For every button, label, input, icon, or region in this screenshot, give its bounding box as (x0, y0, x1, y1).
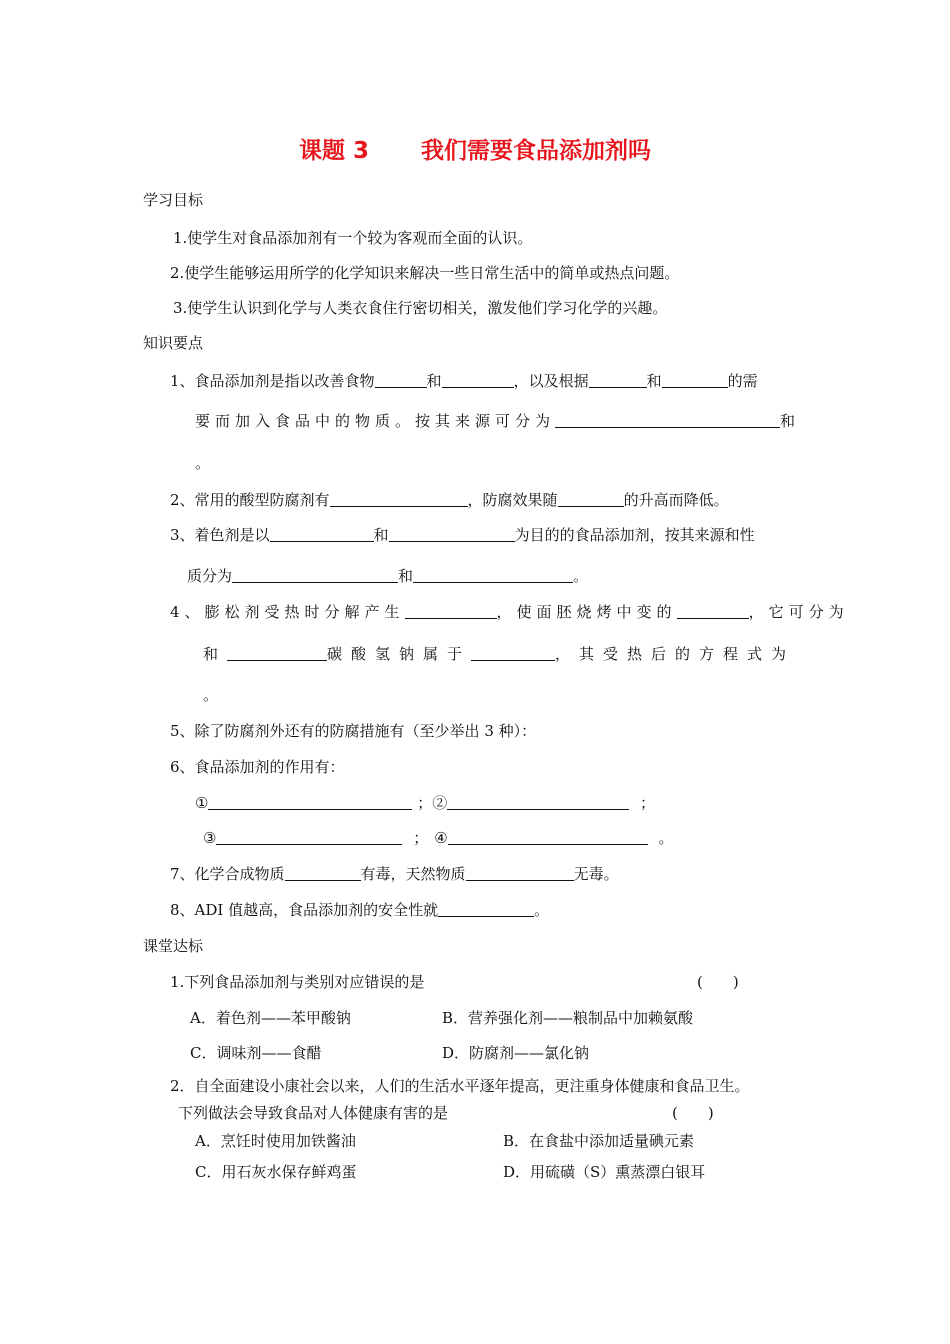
page-title (0, 136, 950, 166)
blank[interactable] (589, 371, 647, 388)
knowledge-item-1-line-2: 要而加入食品中的物质。按其来源可分为 和 (195, 412, 801, 430)
blank[interactable] (442, 371, 514, 388)
knowledge-item-1-line-3: 。 (195, 454, 211, 472)
blank[interactable] (405, 602, 497, 619)
question-1-option-a[interactable]: A．着色剂——苯甲酸钠 (190, 1009, 351, 1027)
knowledge-item-6-line-2: ③ ； ④ 。 (203, 829, 674, 847)
blank[interactable] (270, 525, 374, 542)
blank[interactable] (447, 793, 629, 810)
question-2-option-d[interactable]: D．用硫磺（S）熏蒸漂白银耳 (503, 1163, 706, 1181)
title-text: 我们需要食品添加剂吗 (421, 138, 651, 164)
blank[interactable] (330, 490, 468, 507)
blank[interactable] (285, 864, 361, 881)
question-1-option-b[interactable]: B．营养强化剂——粮制品中加赖氨酸 (442, 1009, 694, 1027)
section-knowledge: 知识要点 (143, 334, 204, 352)
knowledge-item-5: 5、除了防腐剂外还有的防腐措施有（至少举出 3 种）： (170, 722, 537, 740)
blank[interactable] (375, 371, 427, 388)
blank[interactable] (413, 566, 573, 583)
blank[interactable] (662, 371, 728, 388)
question-2-option-b[interactable]: B．在食盐中添加适量碘元素 (503, 1132, 695, 1150)
question-1-stem: 1.下列食品添加剂与类别对应错误的是 (170, 973, 425, 991)
blank[interactable] (471, 644, 555, 661)
knowledge-item-3-line-2: 质分为 和 。 (187, 567, 589, 585)
knowledge-item-4-line-2: 和 碳酸氢钠属于 ，其受热后的方程式为 (203, 645, 796, 663)
knowledge-item-4-line-3: 。 (203, 686, 219, 704)
knowledge-item-2: 2、常用的酸型防腐剂有 ，防腐效果随 的升高而降低。 (170, 491, 729, 509)
blank[interactable] (448, 828, 648, 845)
blank[interactable] (208, 793, 412, 810)
blank[interactable] (232, 566, 398, 583)
blank[interactable] (389, 525, 515, 542)
objective-1: 1.使学生对食品添加剂有一个较为客观而全面的认识。 (173, 229, 533, 247)
question-1-answer-paren[interactable]: ( ) (697, 973, 739, 991)
knowledge-item-1-line-1: 1、食品添加剂是指以改善食物 和 ，以及根据 和 的需 (170, 372, 758, 390)
question-2-option-a[interactable]: A．烹饪时使用加铁酱油 (195, 1132, 356, 1150)
section-objectives: 学习目标 (143, 191, 204, 209)
knowledge-item-3-line-1: 3、着色剂是以 和 为目的的食品添加剂，按其来源和性 (170, 526, 755, 544)
blank[interactable] (216, 828, 402, 845)
question-1-option-c[interactable]: C．调味剂——食醋 (190, 1044, 322, 1062)
title-number: 课题 3 (298, 138, 369, 164)
blank[interactable] (466, 864, 574, 881)
blank[interactable] (227, 644, 327, 661)
blank[interactable] (555, 411, 780, 428)
blank[interactable] (558, 490, 624, 507)
question-2-stem-line-2: 下列做法会导致食品对人体健康有害的是 (178, 1104, 449, 1122)
knowledge-item-8: 8、ADI 值越高，食品添加剂的安全性就 。 (170, 901, 550, 919)
question-1-option-d[interactable]: D．防腐剂——氯化钠 (442, 1044, 590, 1062)
knowledge-item-6-line-1: ① ；② ； (195, 794, 656, 812)
knowledge-item-6: 6、食品添加剂的作用有： (170, 758, 345, 776)
question-2-stem-line-1: 2．自全面建设小康社会以来，人们的生活水平逐年提高，更注重身体健康和食品卫生。 (170, 1077, 750, 1095)
question-2-answer-paren[interactable]: ( ) (672, 1104, 714, 1122)
objective-2: 2.使学生能够运用所学的化学知识来解决一些日常生活中的简单或热点问题。 (170, 264, 680, 282)
knowledge-item-4-line-1: 4、膨松剂受热时分解产生 ，使面胚烧烤中变的 ，它可分为 (170, 603, 849, 621)
section-practice: 课堂达标 (143, 937, 204, 955)
question-2-option-c[interactable]: C．用石灰水保存鲜鸡蛋 (195, 1163, 357, 1181)
knowledge-item-7: 7、化学合成物质 有毒，天然物质 无毒。 (170, 865, 619, 883)
blank[interactable] (438, 900, 534, 917)
blank[interactable] (677, 602, 749, 619)
objective-3: 3.使学生认识到化学与人类衣食住行密切相关，激发他们学习化学的兴趣。 (173, 299, 668, 317)
